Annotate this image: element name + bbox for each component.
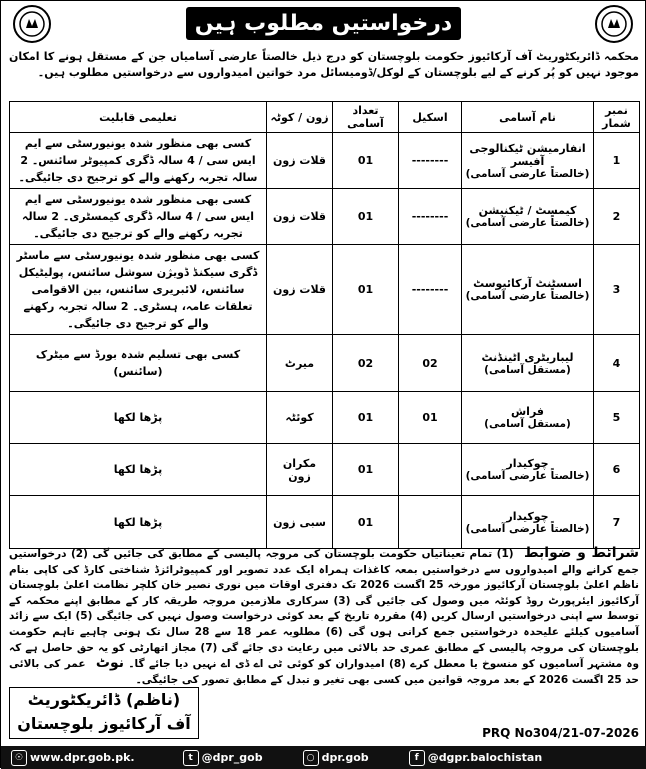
cell-serial: 6 [594,444,640,496]
footer-twitter[interactable] [183,750,263,766]
cell-qualification: کسی بھی منظور شدہ یونیورسٹی سے ایم ایس سی / 4 سالہ ڈگری کمپیوٹر سائنس۔ 2 سالہ تجربہ رکھنے والے کو ترجیح دی جائیگی۔ [10,133,267,189]
cell-scale: 01 [399,392,462,444]
signature-line-1: (ناظم) ڈائریکٹوریٹ [27,690,181,709]
post-status: (خالصتاً عارضی آسامی) [465,217,590,229]
cell-post [462,133,594,189]
cell-post [462,496,594,549]
post-status: (خالصتاً عارضی آسامی) [465,167,590,180]
cell-qualification: پڑھا لکھا [10,496,267,549]
emblem-icon [599,9,629,39]
post-title: چوکیدار [506,457,549,470]
facebook-icon: f [409,750,425,766]
note-text: عمر کی بالائی حد 25 اگست 2026 کے بعد مروجہ قوانین میں کسی بھی تغیر و تبدل کے مطابق تصور کی جائیگی۔ [9,658,639,686]
footer-website[interactable] [11,750,135,766]
prq-number: PRQ No304/21-07-2026 [482,726,639,740]
cell-qualification: کسی بھی تسلیم شدہ بورڈ سے میٹرک (سائنس) [10,335,267,392]
terms-and-conditions [9,546,639,688]
header-count: تعداد آسامی [333,102,399,133]
table-row [10,496,640,549]
cell-scale: -------- [399,133,462,189]
header-scale: اسکیل [399,102,462,133]
instagram-text: dpr.gob [321,751,369,764]
table-row [10,335,640,392]
signature-block [9,687,199,739]
cell-scale [399,496,462,549]
post-status: (خالصتاً عارضی آسامی) [465,290,590,302]
emblem-icon [17,9,47,39]
post-title: اسسٹنٹ آرکائیوسٹ [473,277,582,290]
website-text: www.dpr.gob.pk. [30,751,135,764]
table-row [10,444,640,496]
note-label: نوٹ [95,655,125,672]
table-row [10,133,640,189]
terms-heading: شرائط و ضوابط [524,545,639,561]
cell-qualification: کسی بھی منظور شدہ یونیورسٹی سے ایم ایس سی / 4 سالہ ڈگری کیمسٹری۔ 2 سالہ تجربہ رکھنے والے کو ترجیح دی جائیگی۔ [10,189,267,245]
header-qualification: تعلیمی قابلیت [10,102,267,133]
cell-zone: قلات زون [267,245,333,335]
post-status: (خالصتاً عارضی آسامی) [465,470,590,482]
cell-post [462,444,594,496]
cell-post [462,392,594,444]
cell-zone: قلات زون [267,189,333,245]
page-title: درخواستیں مطلوب ہیں [186,7,461,40]
cell-count: 01 [333,392,399,444]
instagram-icon: ○ [303,750,319,766]
table-row [10,189,640,245]
globe-icon: ☉ [11,750,27,766]
cell-serial: 5 [594,392,640,444]
table-row [10,392,640,444]
posts-table [9,101,640,549]
cell-scale: -------- [399,245,462,335]
cell-serial: 1 [594,133,640,189]
signature-line-2: آف آرکائیوز بلوچستان [17,714,191,733]
cell-zone: میرٹ [267,335,333,392]
cell-post [462,335,594,392]
cell-zone: کوئٹہ [267,392,333,444]
terms-body: (1) تمام تعیناتیاں حکومت بلوچستان کی مروجہ پالیسی کے مطابق کی جائیں گی (2) درخواستیں جمع کرانے والے امیدواروں سے درخواستیں بمعہ کاغذات ہمراہ ایک عدد تصویر اور کمپیوٹرائزڈ شناختی کارڈ کی کاپی بنام ناظم اعلیٰ بلوچستان آرکائیوز مورخہ 25 اگست 2026 تک دفتری اوقات میں نوری نصیر خان کلچر نظامت اعلیٰ بلوچستان آرکائیوز ایئرپورٹ روڈ کوئٹہ میں وصول کی جائیں گی (3) سرکاری ملازمین مروجہ طریقہ کار کے مطابق اپنے محکمہ کے توسط سے اپنی درخواستیں ارسال کریں (4) مقررہ تاریخ کے بعد کوئی درخواست وصول نہیں کی جائیگی (5) ایک سے زائد آسامیوں کیلئے علیحدہ درخواستیں جمع کرانی ہوں گی (6) مطلوبہ عمر 18 سے 28 سال تک ہونی چاہیے تاہم حکومت بلوچستان کی مروجہ پالیسی کے مطابق عمری حد بالائی میں رعایت دی جائے گی (7) مجاز اتھارٹی کو یہ حق حاصل ہے کہ وہ مشتہر آسامیوں کو منسوخ یا معطل کرے (8) امیدواران کو کوئی ٹی اے ڈی اے نہیں دیا جائے گا۔ [9,548,640,671]
cell-qualification: کسی بھی منظور شدہ یونیورسٹی سے ماسٹر ڈگری سیکنڈ ڈویژن سوشل سائنس، پولیٹیکل سائنس، لائبریری سائنس، بین الاقوامی تعلقات عامہ، ہسٹری۔ 2 سالہ تجربہ رکھنے والے کو ترجیح دی جائیگی۔ [10,245,267,335]
cell-zone: قلات زون [267,133,333,189]
cell-count: 01 [333,245,399,335]
cell-post [462,245,594,335]
cell-count: 02 [333,335,399,392]
cell-serial: 4 [594,335,640,392]
post-title: چوکیدار [506,509,549,523]
footer-facebook[interactable] [409,750,542,766]
header-zone: زون / کوٹہ [267,102,333,133]
government-emblem-left [13,5,51,43]
post-title: انفارمیشن ٹیکنالوجی آفیسر [469,141,586,168]
cell-count: 01 [333,189,399,245]
table-row [10,245,640,335]
twitter-text: @dpr_gob [201,751,263,764]
post-status: (خالصتاً عارضی آسامی) [465,522,590,535]
footer-bar [1,746,646,769]
cell-zone: سبی زون [267,496,333,549]
cell-post [462,189,594,245]
government-emblem-right [595,5,633,43]
cell-zone: مکران زون [267,444,333,496]
cell-count: 01 [333,133,399,189]
twitter-icon: t [183,750,199,766]
cell-qualification: پڑھا لکھا [10,392,267,444]
cell-scale: -------- [399,189,462,245]
post-status: (مستقل آسامی) [484,418,571,430]
cell-scale: 02 [399,335,462,392]
post-title: لیباریٹری اٹینڈنٹ [481,350,574,364]
post-status: (مستقل آسامی) [484,363,571,376]
table-header-row [10,102,640,133]
footer-instagram[interactable] [303,750,369,766]
cell-serial: 7 [594,496,640,549]
header-post: نام آسامی [462,102,594,133]
cell-qualification: پڑھا لکھا [10,444,267,496]
intro-paragraph: محکمہ ڈائریکٹوریٹ آف آرکائیوز حکومت بلوچستان کو درج ذیل خالصتاً عارضی آسامیاں جن کے مستقل ہونے کا امکان موجود نہیں کو پُر کرنے کے لیے بلوچستان کے لوکل/ڈومیسائل مرد خواتین امیدواروں سے درخواستیں مطلوب ہیں۔ [9,50,639,79]
cell-serial: 3 [594,245,640,335]
facebook-text: @dgpr.balochistan [427,751,543,764]
header-serial: نمبر شمار [594,102,640,133]
header [1,1,646,47]
cell-count: 01 [333,444,399,496]
cell-scale [399,444,462,496]
post-title: فراش [511,405,544,418]
post-title: کیمسٹ / ٹیکنیشن [478,204,577,217]
cell-serial: 2 [594,189,640,245]
cell-count: 01 [333,496,399,549]
